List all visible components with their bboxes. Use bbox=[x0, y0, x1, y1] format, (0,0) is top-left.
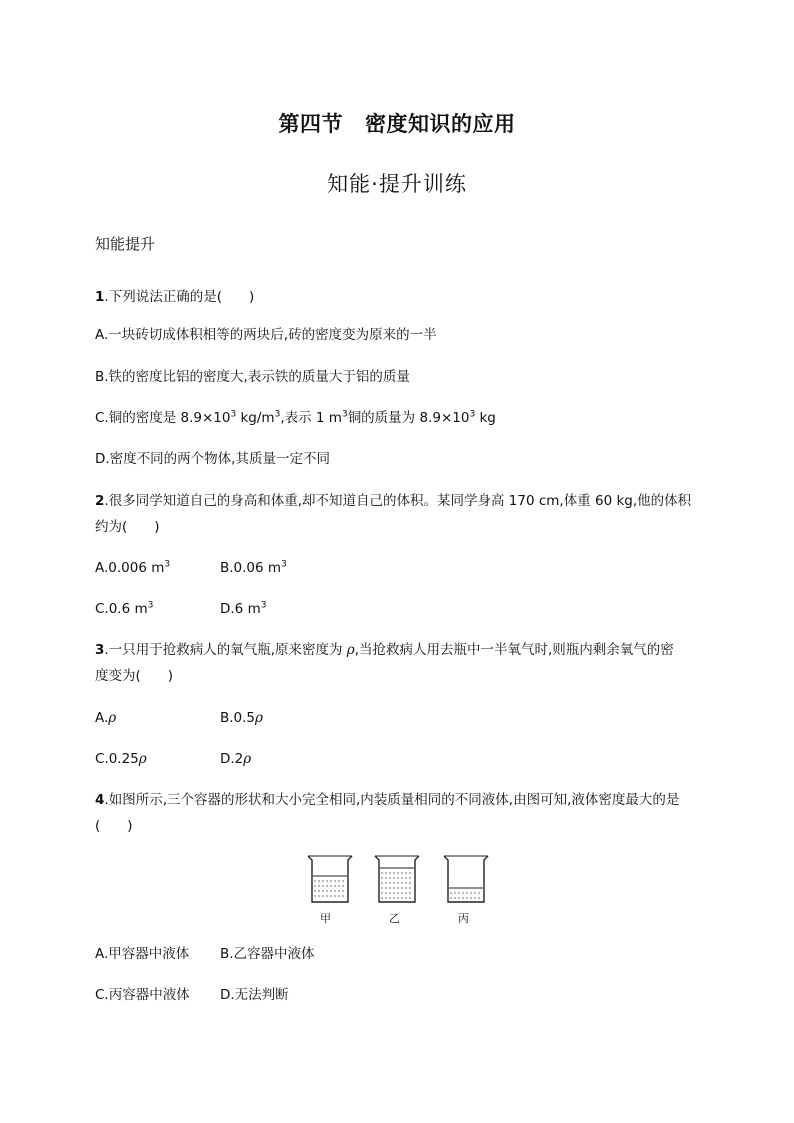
question-number: 1 bbox=[95, 289, 105, 305]
q2-option-a: A.0.006 $m^3$ bbox=[95, 559, 171, 576]
q4-option-a: A.甲容器中液体 bbox=[95, 946, 190, 962]
question-number: 2 bbox=[95, 493, 105, 509]
question-number: 4 bbox=[95, 792, 105, 808]
q2-option-b: B.0.06 $m^3$ bbox=[220, 559, 287, 576]
beaker-jia bbox=[308, 856, 352, 902]
liquid-jia bbox=[313, 876, 347, 901]
beaker-label-bing: 丙 bbox=[458, 912, 469, 925]
q3-option-a: A.ρ bbox=[95, 710, 117, 726]
question-number: 3 bbox=[95, 642, 105, 658]
q1-option-c: C.铜的密度是 $8.9\times 10^3$ $kg/m^3$,表示 1 $m^3$铜的质量为 $8.9\times 10^3$ kg bbox=[95, 409, 496, 426]
question-1-stem: 1.下列说法正确的是( ) bbox=[95, 289, 255, 305]
q3-option-c: C.0.25ρ bbox=[95, 751, 147, 767]
q4-option-b: B.乙容器中液体 bbox=[220, 946, 315, 962]
q1-option-a: A.一块砖切成体积相等的两块后,砖的密度变为原来的一半 bbox=[95, 327, 437, 343]
beaker-bing bbox=[444, 856, 488, 902]
q4-option-d: D.无法判断 bbox=[220, 987, 289, 1003]
q4-option-c: C.丙容器中液体 bbox=[95, 987, 190, 1003]
q3-option-d: D.2ρ bbox=[220, 751, 252, 767]
question-2-stem: 2.很多同学知道自己的身高和体重,却不知道自己的体积。某同学身高 170 cm,体重 60 kg,他的体积 约为( ) bbox=[95, 493, 692, 535]
title-section-number: 第四节 bbox=[278, 112, 343, 136]
section-heading: 知能提升 bbox=[95, 235, 156, 253]
beaker-label-yi: 乙 bbox=[389, 912, 400, 925]
q2-option-d: D.6 $m^3$ bbox=[220, 600, 267, 617]
q1-option-b: B.铁的密度比铝的密度大,表示铁的质量大于铝的质量 bbox=[95, 369, 410, 385]
question-3-stem: 3.一只用于抢救病人的氧气瓶,原来密度为 ρ,当抢救病人用去瓶中一半氧气时,则瓶内剩余氧气的密 度变为( ) bbox=[95, 642, 674, 684]
page-title bbox=[0, 108, 794, 138]
q2-option-c: C.0.6 $m^3$ bbox=[95, 600, 154, 617]
beaker-yi bbox=[375, 856, 419, 902]
q3-option-b: B.0.5ρ bbox=[220, 710, 263, 726]
question-4-stem: 4.如图所示,三个容器的形状和大小完全相同,内装质量相同的不同液体,由图可知,液体密度最大的是 ( ) bbox=[95, 792, 680, 834]
q1-option-d: D.密度不同的两个物体,其质量一定不同 bbox=[95, 451, 330, 467]
beaker-label-jia: 甲 bbox=[320, 912, 331, 925]
title-topic: 密度知识的应用 bbox=[365, 112, 516, 136]
page-subtitle: 知能·提升训练 bbox=[327, 172, 467, 196]
